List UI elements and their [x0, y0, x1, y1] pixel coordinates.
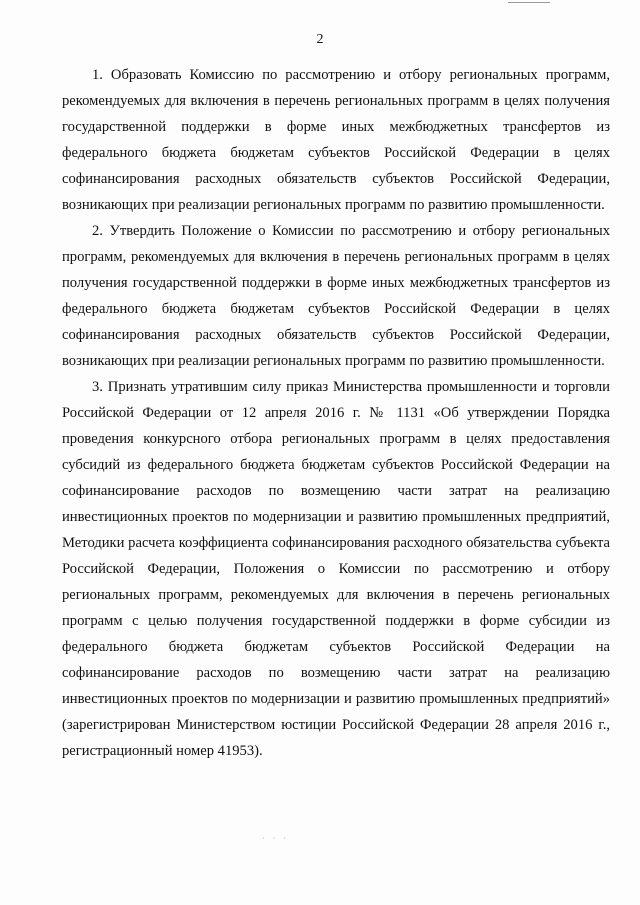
scan-artifact: · · · [262, 834, 289, 843]
page-number: 2 [316, 32, 324, 47]
scan-edge-mark [508, 2, 550, 3]
paragraph-2: 2. Утвердить Положение о Комиссии по рассмотрению и отбору региональных программ, рекомендуемых для включения в перечень региональных программ в целях получения государственной поддержки в форме иных межбюджетных трансфертов из федерального бюджета бюджетам субъектов Российской Федерации в целях софинансирования расходных обязательств субъектов Российской Федерации, возникающих при реализации региональных программ по развитию промышленности. [62, 223, 610, 369]
paragraph-3: 3. Признать утратившим силу приказ Министерства промышленности и торговли Российской Федерации от 12 апреля 2016 г. № 1131 «Об утверждении Порядка проведения конкурсного отбора региональных программ в целях предоставления субсидий из федерального бюджета бюджетам субъектов Российской Федерации на софинансирование расходов по возмещению части затрат на реализацию инвестиционных проектов по модернизации и развитию промышленных предприятий, Методики расчета коэффициента софинансирования расходного обязательства субъекта Российской Федерации, Положения о Комиссии по рассмотрению и отбору региональных программ, рекомендуемых для включения в перечень региональных программ с целью получения государственной поддержки в форме субсидии из федерального бюджета бюджетам субъектов Российской Федерации на софинансирование расходов по возмещению части затрат на реализацию инвестиционных проектов по модернизации и развитию промышленных предприятий» (зарегистрирован Министерством юстиции Российской Федерации 28 апреля 2016 г., регистрационный номер 41953). [62, 379, 610, 759]
paragraph-1: 1. Образовать Комиссию по рассмотрению и отбору региональных программ, рекомендуемых для включения в перечень региональных программ в целях получения государственной поддержки в форме иных межбюджетных трансфертов из федерального бюджета бюджетам субъектов Российской Федерации в целях софинансирования расходных обязательств субъектов Российской Федерации, возникающих при реализации региональных программ по развитию промышленности. [62, 67, 610, 213]
document-body [62, 62, 610, 764]
